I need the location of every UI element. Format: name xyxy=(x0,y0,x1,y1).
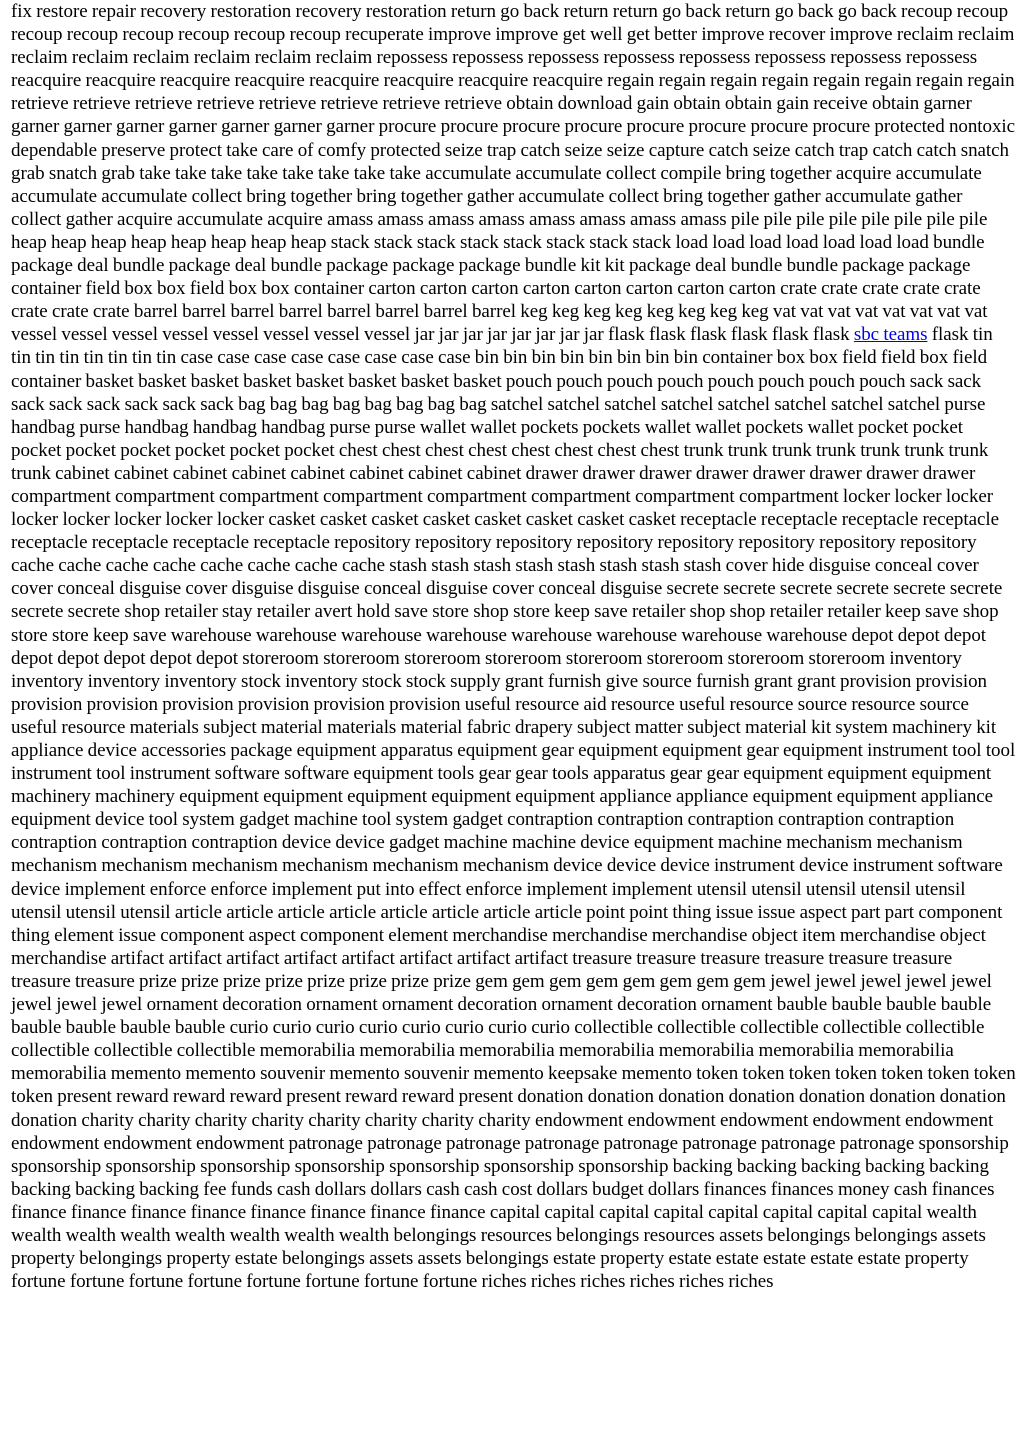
body-text-before-link: fix restore repair recovery restoration recovery restoration return go back return return go back return go back go back recoup recoup recoup recoup recoup recoup recoup recoup recuperate improve improve get well get better improve recover improve reclaim reclaim reclaim reclaim reclaim reclaim reclaim reclaim repossess repossess repossess repossess repossess repossess repossess repossess reacquire reacquire reacquire reacquire reacquire reacquire reacquire reacquire regain regain regain regain regain regain regain regain retrieve retrieve retrieve retrieve retrieve retrieve retrieve retrieve obtain download gain obtain obtain gain receive obtain garner garner garner garner garner garner garner garner procure procure procure procure procure procure procure procure protected nontoxic dependable preserve protect take care of comfy protected seize trap catch seize seize capture catch seize catch trap catch catch snatch grab snatch grab take take take take take take take take accumulate accumulate collect compile bring together acquire accumulate accumulate accumulate collect bring together bring together gather accumulate collect bring together gather accumulate gather collect gather acquire accumulate acquire amass amass amass amass amass amass amass amass pile pile pile pile pile pile pile pile heap heap heap heap heap heap heap heap stack stack stack stack stack stack stack stack load load load load load load load bundle package deal bundle package deal bundle package package package bundle kit kit package deal bundle bundle package package container field box box field box box container carton carton carton carton carton carton carton carton crate crate crate crate crate crate crate crate barrel barrel barrel barrel barrel barrel barrel barrel keg keg keg keg keg keg keg keg vat vat vat vat vat vat vat vat vessel vessel vessel vessel vessel vessel vessel vessel jar jar jar jar jar jar jar jar flask flask flask flask flask flask xyxy=(11,1,1016,346)
sbc-teams-link[interactable]: sbc teams xyxy=(853,324,928,346)
body-text-after-link: flask tin tin tin tin tin tin tin tin case case case case case case case case bin bin bin bin bin bin bin bin container box box field field box field container basket basket basket basket basket basket basket basket pouch pouch pouch pouch pouch pouch pouch pouch sack sack sack sack sack sack sack sack bag bag bag bag bag bag bag bag satchel satchel satchel satchel satchel satchel satchel satchel purse handbag purse handbag handbag handbag purse purse wallet wallet pockets pockets wallet wallet pockets wallet pocket pocket pocket pocket pocket pocket pocket pocket chest chest chest chest chest chest chest chest trunk trunk trunk trunk trunk trunk trunk trunk cabinet cabinet cabinet cabinet cabinet cabinet cabinet cabinet drawer drawer drawer drawer drawer drawer drawer drawer compartment compartment compartment compartment compartment compartment compartment compartment locker locker locker locker locker locker locker locker casket casket casket casket casket casket casket casket receptacle receptacle receptacle receptacle receptacle receptacle receptacle receptacle repository repository repository repository repository repository repository repository cache cache cache cache cache cache cache cache stash stash stash stash stash stash stash stash cover hide disguise conceal cover cover conceal disguise cover disguise disguise conceal disguise cover conceal disguise secrete secrete secrete secrete secrete secrete secrete secrete shop retailer stay retailer avert hold save store shop store keep save retailer shop shop retailer retailer keep save shop store store keep save warehouse warehouse warehouse warehouse warehouse warehouse warehouse warehouse depot depot depot depot depot depot depot depot storeroom storeroom storeroom storeroom storeroom storeroom storeroom storeroom inventory inventory inventory inventory stock inventory stock stock supply grant furnish give source furnish grant grant provision provision provision provision provision provision provision provision useful resource aid resource useful resource source resource source useful resource materials subject material materials material fabric drapery subject matter subject material kit system machinery kit appliance device accessories package equipment apparatus equipment gear equipment equipment gear equipment instrument tool tool instrument tool instrument software software equipment tools gear gear tools apparatus gear gear equipment equipment equipment machinery machinery equipment equipment equipment equipment equipment appliance appliance equipment equipment appliance equipment device tool system gadget machine tool system gadget contraption contraption contraption contraption contraption contraption contraption contraption device device gadget machine machine device equipment machine mechanism mechanism mechanism mechanism mechanism mechanism mechanism mechanism device device device instrument device instrument software device implement enforce enforce implement put into effect enforce implement implement utensil utensil utensil utensil utensil utensil utensil utensil article article article article article article article article point point thing issue issue aspect part part component thing element issue component aspect component element merchandise merchandise merchandise object item merchandise object merchandise artifact artifact artifact artifact artifact artifact artifact artifact treasure treasure treasure treasure treasure treasure treasure treasure prize prize prize prize prize prize prize prize gem gem gem gem gem gem gem gem jewel jewel jewel jewel jewel jewel jewel jewel ornament decoration ornament ornament decoration ornament decoration ornament bauble bauble bauble bauble bauble bauble bauble bauble curio curio curio curio curio curio curio curio collectible collectible collectible collectible collectible collectible collectible collectible memorabilia memorabilia memorabilia memorabilia memorabilia memorabilia memorabilia memorabilia memento memento souvenir memento souvenir memento keepsake memento token token token token token token token token present reward reward reward present reward reward present donation donation donation donation donation donation donation donation charity charity charity charity charity charity charity charity endowment endowment endowment endowment endowment endowment endowment endowment patronage patronage patronage patronage patronage patronage patronage patronage sponsorship sponsorship sponsorship sponsorship sponsorship sponsorship sponsorship sponsorship backing backing backing backing backing backing backing backing fee funds cash dollars dollars cash cash cost dollars budget dollars finances finances money cash finances finance finance finance finance finance finance finance finance capital capital capital capital capital capital capital capital wealth wealth wealth wealth wealth wealth wealth wealth belongings resources belongings resources assets belongings belongings assets property belongings property estate belongings assets assets belongings estate property estate estate estate estate estate property fortune fortune fortune fortune fortune fortune fortune fortune riches riches riches riches riches riches xyxy=(11,324,1016,1293)
body-paragraph xyxy=(11,0,1016,1293)
